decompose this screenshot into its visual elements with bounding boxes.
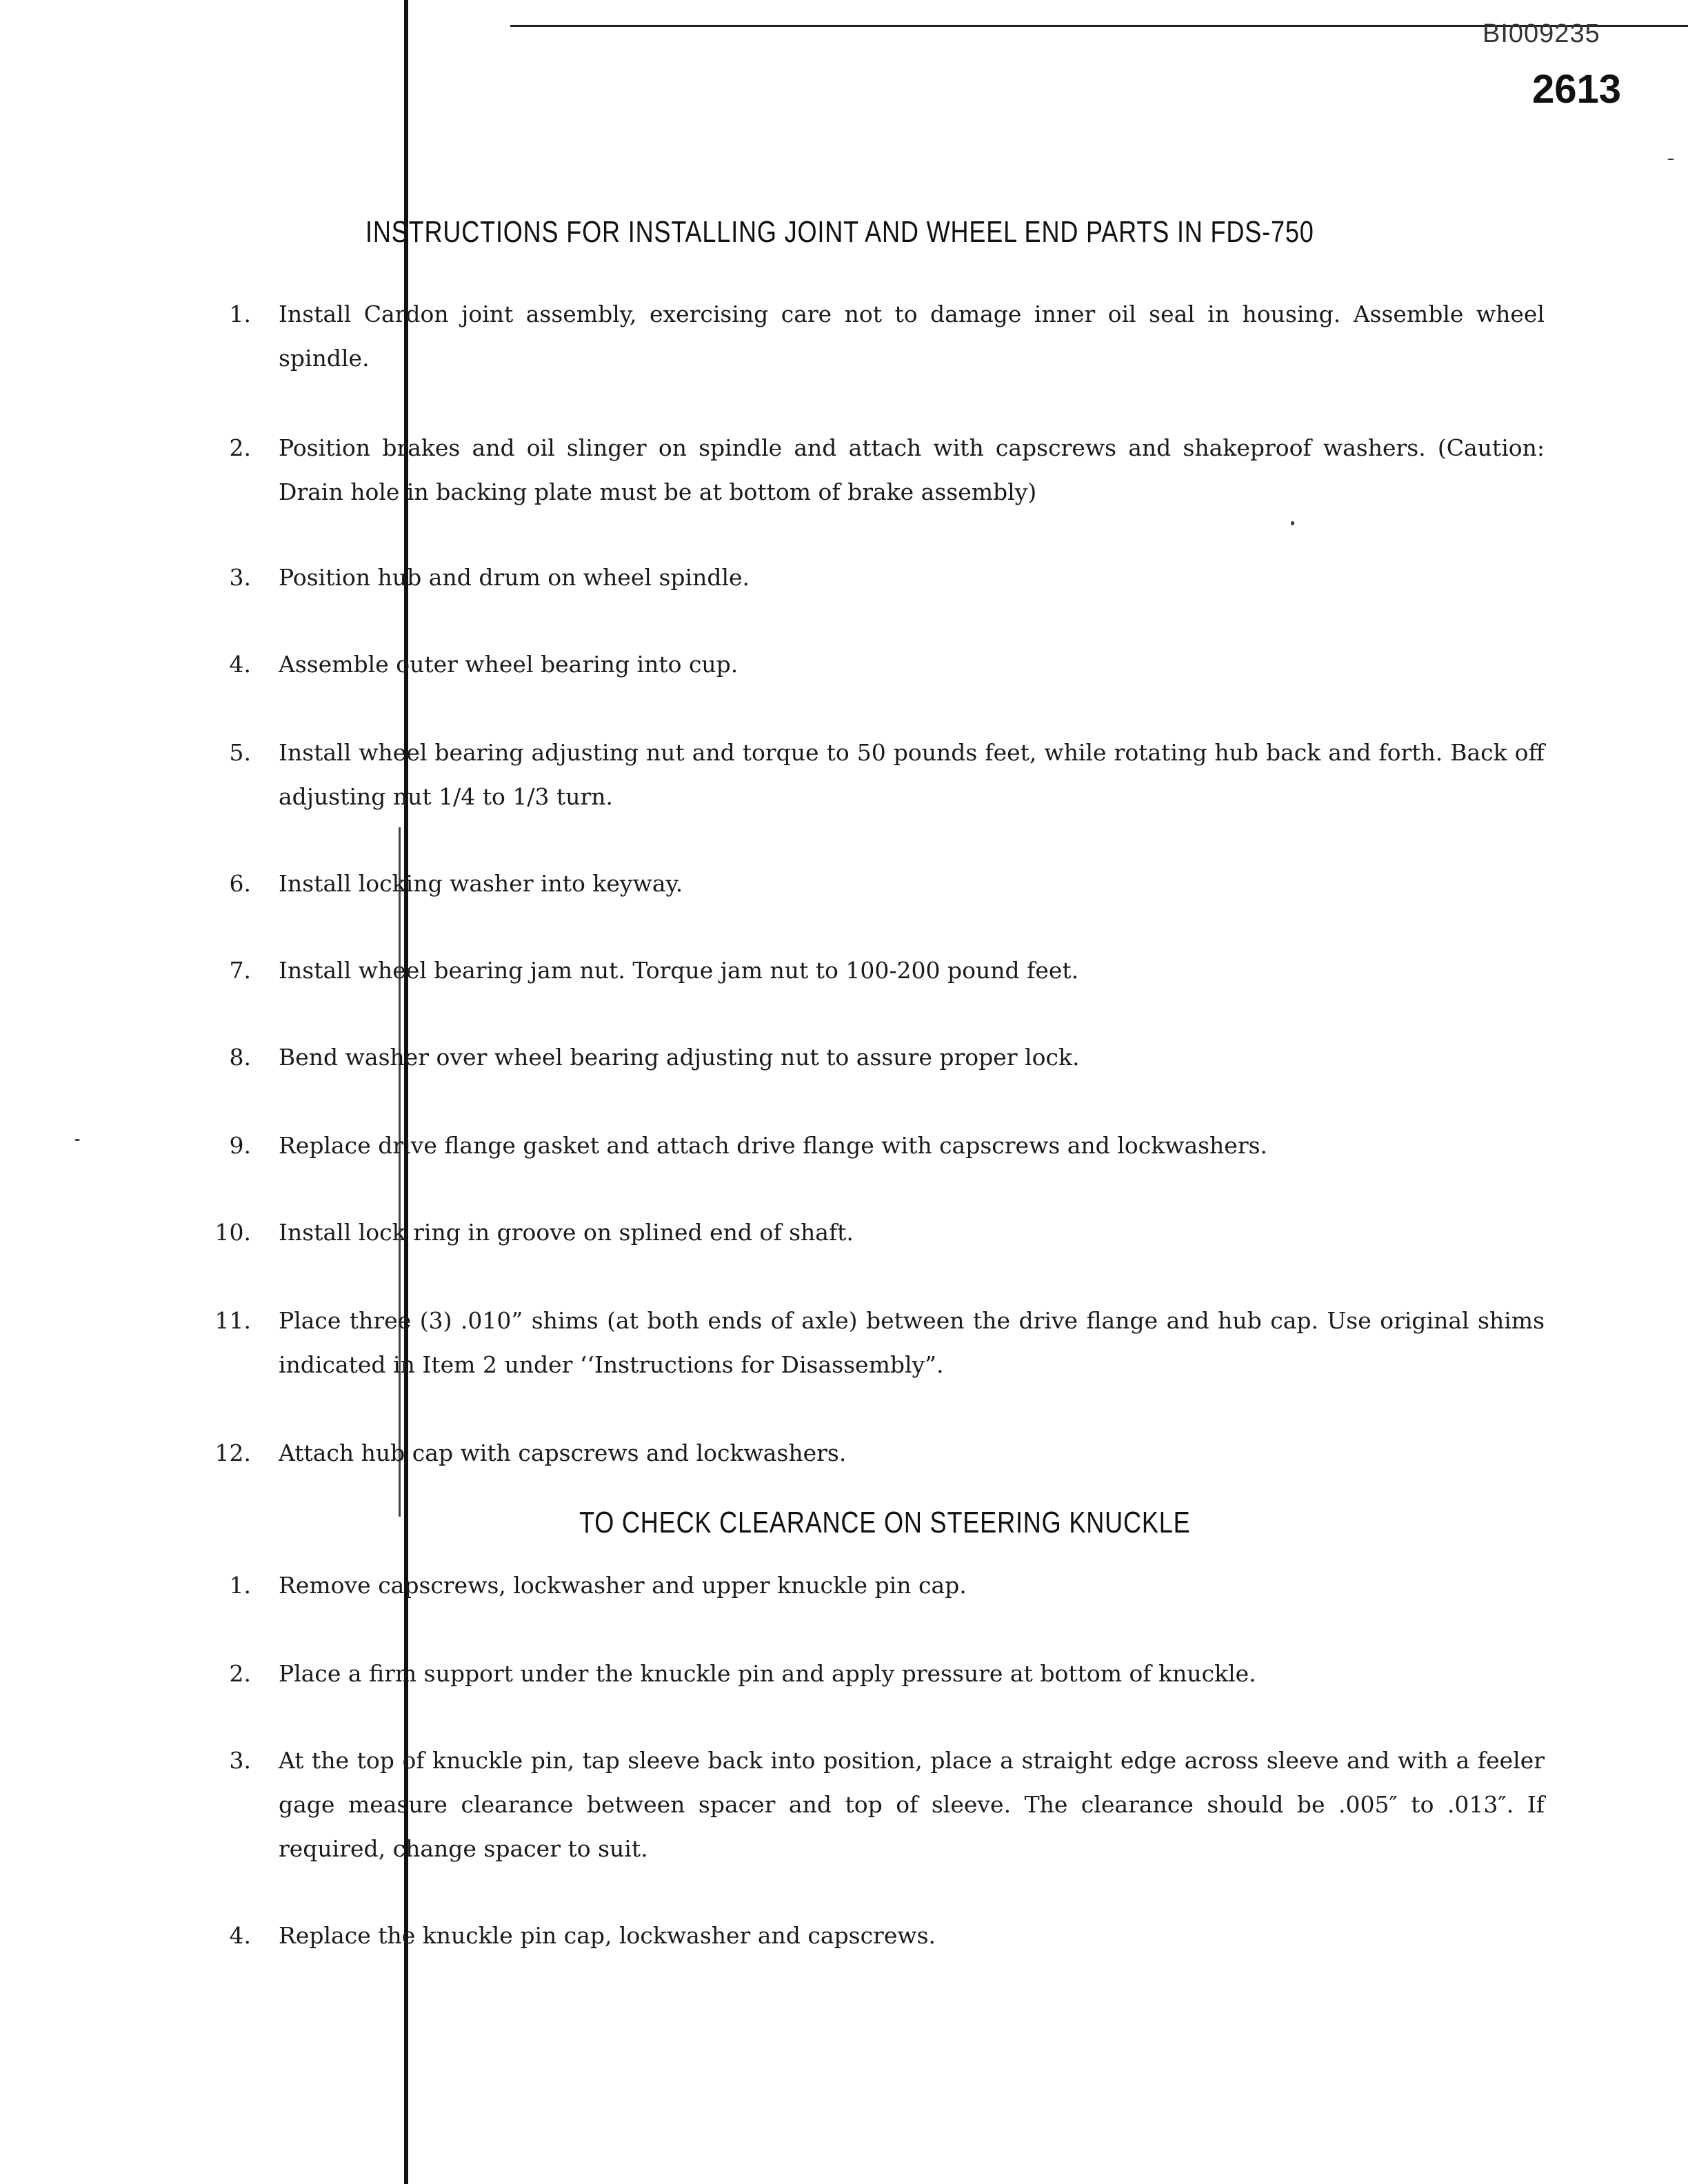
step-number: 2. — [229, 434, 251, 461]
step-text: At the top of knuckle pin, tap sleeve back into position, place a straight edge across sleeve and with a feeler gage measure clearance between spacer and top of sleeve. The clearance should be .005″ to .013″. If required, change spacer to suit. — [279, 1747, 1545, 1862]
page-title: INSTRUCTIONS FOR INSTALLING JOINT AND WHEEL END PARTS IN FDS-750 — [365, 215, 1314, 249]
step-text: Install wheel bearing jam nut. Torque jam nut to 100-200 pound feet. — [279, 957, 1079, 984]
section-title: TO CHECK CLEARANCE ON STEERING KNUCKLE — [579, 1506, 1191, 1539]
step-number: 9. — [229, 1132, 251, 1159]
step-text: Install lock ring in groove on splined end of shaft. — [279, 1219, 854, 1246]
step-text: Attach hub cap with capscrews and lockwashers. — [279, 1439, 847, 1466]
step-number: 3. — [229, 1747, 251, 1774]
step-number: 4. — [229, 651, 251, 678]
step-number: 5. — [229, 739, 251, 766]
step-number: 11. — [214, 1307, 251, 1334]
step-number: 8. — [229, 1044, 251, 1071]
step-text: Remove capscrews, lockwasher and upper knuckle pin cap. — [279, 1572, 967, 1599]
step-text: Install locking washer into keyway. — [279, 870, 683, 897]
scan-speck — [74, 1139, 80, 1141]
step-text: Install wheel bearing adjusting nut and torque to 50 pounds feet, while rotating hub back and forth. Back off adjusting nut 1/4 to 1/3 turn. — [279, 739, 1545, 810]
step-text: Bend washer over wheel bearing adjusting nut to assure proper lock. — [279, 1044, 1080, 1071]
step-number: 2. — [229, 1660, 251, 1687]
step-number: 7. — [229, 957, 251, 984]
scan-binding-line-shadow — [399, 827, 401, 1517]
step-number: 10. — [214, 1219, 251, 1246]
step-number: 12. — [214, 1439, 251, 1466]
scan-speck — [1291, 521, 1294, 525]
step-number: 1. — [229, 301, 251, 327]
step-text: Place three (3) .010” shims (at both ends of axle) between the drive flange and hub cap. Use original shims indicated in Item 2 under ‘‘Instructions for Disassembly”. — [279, 1307, 1545, 1378]
step-text: Install Cardon joint assembly, exercising care not to damage inner oil seal in housing. Assemble wheel spindle. — [279, 301, 1545, 372]
step-number: 3. — [229, 564, 251, 591]
step-text: Replace drive flange gasket and attach drive flange with capscrews and lockwashers. — [279, 1132, 1268, 1159]
page-number: 2613 — [1532, 67, 1622, 112]
step-text: Position hub and drum on wheel spindle. — [279, 564, 750, 591]
step-number: 1. — [229, 1572, 251, 1599]
step-text: Assemble outer wheel bearing into cup. — [279, 651, 738, 678]
step-text: Position brakes and oil slinger on spindle and attach with capscrews and shakeproof washers. (Caution: Drain hole in backing plate must be at bottom of brake assembly) — [279, 434, 1545, 505]
document-id: BI009235 — [1483, 19, 1600, 48]
step-number: 4. — [229, 1922, 251, 1949]
step-number: 6. — [229, 870, 251, 897]
step-text: Replace the knuckle pin cap, lockwasher and capscrews. — [279, 1922, 936, 1949]
scan-speck — [1667, 159, 1674, 160]
step-text: Place a firm support under the knuckle pin and apply pressure at bottom of knuckle. — [279, 1660, 1256, 1687]
